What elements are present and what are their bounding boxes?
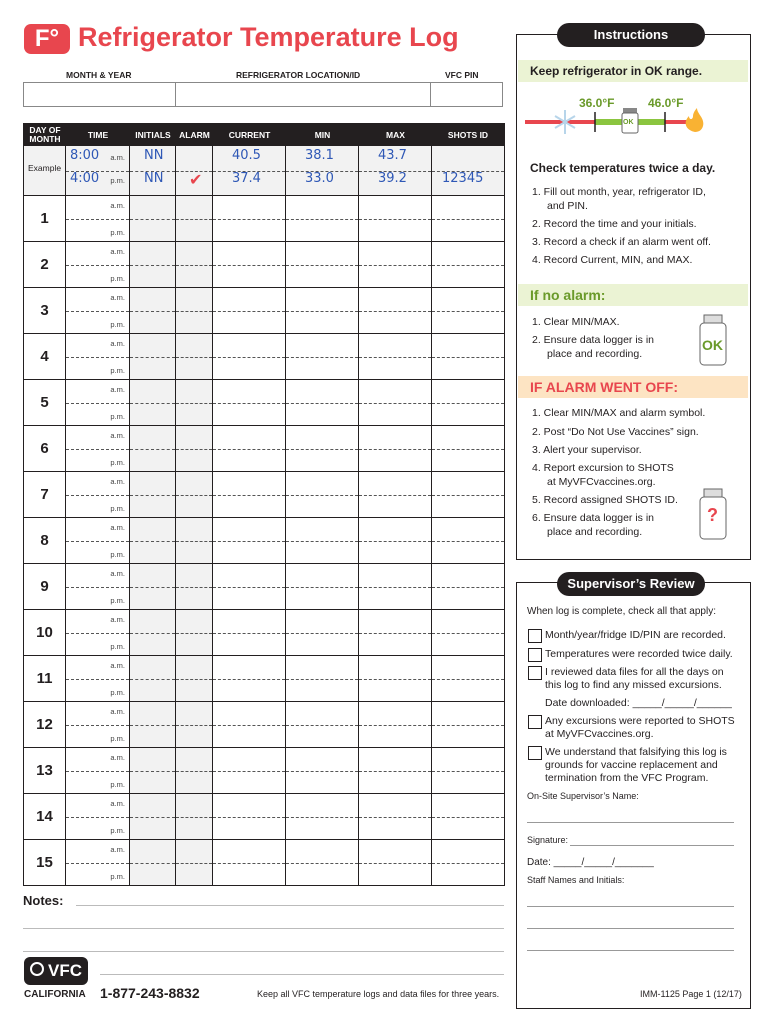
- ok-range-heading: Keep refrigerator in OK range.: [518, 60, 748, 82]
- pm-label: p.m.: [110, 458, 125, 467]
- pm-label: p.m.: [110, 734, 125, 743]
- alarm-step-4-cont: at MyVFCvaccines.org.: [547, 476, 656, 488]
- notes-line[interactable]: [23, 928, 504, 929]
- cell-current[interactable]: [213, 840, 286, 885]
- am-label: a.m.: [110, 799, 125, 808]
- day-number: 12: [24, 702, 66, 747]
- example-pm-label: p.m.: [110, 176, 125, 185]
- cell-max[interactable]: [359, 610, 432, 655]
- cell-initials[interactable]: [130, 518, 176, 563]
- signature-label: Signature:: [527, 835, 569, 845]
- location-label: REFRIGERATOR LOCATION/ID: [236, 70, 361, 80]
- example-am-label: a.m.: [110, 153, 125, 162]
- cell-initials[interactable]: [130, 794, 176, 839]
- pm-label: p.m.: [110, 872, 125, 881]
- day-number: 4: [24, 334, 66, 379]
- day-number: 3: [24, 288, 66, 333]
- month-year-field[interactable]: [24, 83, 176, 106]
- notes-label: Notes:: [23, 893, 64, 908]
- alarm-step-4: 4. Report excursion to SHOTS: [532, 462, 674, 474]
- step-1: 1. Fill out month, year, refrigerator ID,: [532, 186, 706, 198]
- col-min: MIN: [314, 129, 331, 140]
- cell-time[interactable]: [66, 196, 130, 241]
- am-label: a.m.: [110, 201, 125, 210]
- check-twice-heading: Check temperatures twice a day.: [530, 161, 716, 175]
- cell-shots-id[interactable]: [432, 334, 504, 379]
- instructions-title: Instructions: [557, 23, 705, 47]
- cell-current[interactable]: [213, 702, 286, 747]
- cell-time[interactable]: [66, 564, 130, 609]
- cell-alarm[interactable]: [176, 656, 213, 701]
- col-initials: INITIALS: [135, 129, 171, 140]
- day-number: 13: [24, 748, 66, 793]
- cell-current[interactable]: [213, 380, 286, 425]
- cell-shots-id[interactable]: [432, 242, 504, 287]
- cell-shots-id[interactable]: [432, 610, 504, 655]
- supervisor-intro: When log is complete, check all that apply:: [527, 606, 716, 617]
- cell-initials[interactable]: [130, 380, 176, 425]
- day-number: 8: [24, 518, 66, 563]
- supervisor-title: Supervisor’s Review: [557, 572, 705, 596]
- day-number: 14: [24, 794, 66, 839]
- cell-min[interactable]: [286, 840, 359, 885]
- onsite-supervisor-label: On-Site Supervisor’s Name:: [527, 791, 639, 801]
- vial-question-label: ?: [707, 505, 718, 525]
- example-am-min: 38.1: [305, 148, 334, 163]
- date-downloaded-label[interactable]: Date downloaded: _____/_____/______: [545, 697, 732, 709]
- table-row: [24, 379, 504, 425]
- fahrenheit-badge: F°: [24, 24, 70, 54]
- cell-shots-id[interactable]: [432, 748, 504, 793]
- cell-current[interactable]: [213, 610, 286, 655]
- am-label: a.m.: [110, 569, 125, 578]
- check-text: We understand that falsifying this log is: [545, 746, 727, 758]
- cell-time[interactable]: [66, 334, 130, 379]
- cell-initials[interactable]: [130, 656, 176, 701]
- alarm-step-3: 3. Alert your supervisor.: [532, 444, 642, 456]
- am-label: a.m.: [110, 339, 125, 348]
- vfc-logo-text: VFC: [48, 961, 82, 980]
- alarm-step-6: 6. Ensure data logger is in: [532, 512, 654, 524]
- example-pm-current: 37.4: [232, 171, 261, 186]
- example-pm-min: 33.0: [305, 171, 334, 186]
- footer-form-id: IMM-1125 Page 1 (12/17): [640, 989, 742, 999]
- cell-alarm[interactable]: [176, 334, 213, 379]
- cell-time[interactable]: [66, 380, 130, 425]
- cell-initials[interactable]: [130, 196, 176, 241]
- day-number: 2: [24, 242, 66, 287]
- cell-shots-id[interactable]: [432, 380, 504, 425]
- temperature-range-bar: [525, 106, 715, 136]
- am-label: a.m.: [110, 385, 125, 394]
- page-title: Refrigerator Temperature Log: [78, 22, 459, 52]
- cell-max[interactable]: [359, 794, 432, 839]
- cell-min[interactable]: [286, 380, 359, 425]
- cell-initials[interactable]: [130, 840, 176, 885]
- alarm-step-1: 1. Clear MIN/MAX and alarm symbol.: [532, 407, 706, 419]
- cell-max[interactable]: [359, 380, 432, 425]
- cell-alarm[interactable]: [176, 518, 213, 563]
- cell-alarm[interactable]: [176, 564, 213, 609]
- location-field[interactable]: [176, 83, 431, 106]
- cell-max[interactable]: [359, 840, 432, 885]
- checkbox-excursions[interactable]: [528, 715, 542, 729]
- cell-shots-id[interactable]: [432, 840, 504, 885]
- step-4: 4. Record Current, MIN, and MAX.: [532, 254, 693, 266]
- vfc-pin-field[interactable]: [431, 83, 502, 106]
- pm-label: p.m.: [110, 642, 125, 651]
- cell-current[interactable]: [213, 334, 286, 379]
- cell-shots-id[interactable]: [432, 196, 504, 241]
- cell-time[interactable]: [66, 426, 130, 471]
- example-pm-max: 39.2: [378, 171, 407, 186]
- day-number: 7: [24, 472, 66, 517]
- am-label: a.m.: [110, 615, 125, 624]
- table-row: [24, 747, 504, 793]
- staff-line[interactable]: [527, 906, 734, 907]
- cell-initials[interactable]: [130, 288, 176, 333]
- example-am-max: 43.7: [378, 148, 407, 163]
- low-temp-label: 36.0°F: [579, 96, 615, 110]
- example-am-time: 8:00: [70, 148, 100, 163]
- col-current: CURRENT: [228, 129, 271, 140]
- day-number: 6: [24, 426, 66, 471]
- check-text: at MyVFCvaccines.org.: [545, 728, 654, 740]
- cell-initials[interactable]: [130, 472, 176, 517]
- cell-alarm[interactable]: [176, 840, 213, 885]
- notes-line[interactable]: [23, 951, 504, 952]
- am-label: a.m.: [110, 753, 125, 762]
- cell-max[interactable]: [359, 196, 432, 241]
- cell-initials[interactable]: [130, 564, 176, 609]
- cell-max[interactable]: [359, 656, 432, 701]
- no-alarm-step-1: 1. Clear MIN/MAX.: [532, 316, 620, 328]
- staff-names-label: Staff Names and Initials:: [527, 875, 625, 885]
- cell-initials[interactable]: [130, 748, 176, 793]
- ok-tag: OK: [623, 119, 634, 126]
- supervisor-name-line[interactable]: [527, 822, 734, 823]
- table-row: [24, 563, 504, 609]
- cell-current[interactable]: [213, 518, 286, 563]
- alarm-step-6-cont: place and recording.: [547, 526, 643, 538]
- cell-initials[interactable]: [130, 242, 176, 287]
- table-row: [24, 195, 504, 241]
- cell-min[interactable]: [286, 242, 359, 287]
- cell-max[interactable]: [359, 702, 432, 747]
- table-row: [24, 609, 504, 655]
- example-am-current: 40.5: [232, 148, 261, 163]
- no-alarm-step-2: 2. Ensure data logger is in: [532, 334, 654, 346]
- cell-min[interactable]: [286, 656, 359, 701]
- table-row: [24, 793, 504, 839]
- cell-shots-id[interactable]: [432, 518, 504, 563]
- day-number: 10: [24, 610, 66, 655]
- day-rows: [24, 195, 504, 885]
- col-max: MAX: [386, 129, 405, 140]
- am-label: a.m.: [110, 431, 125, 440]
- cell-alarm[interactable]: [176, 196, 213, 241]
- am-label: a.m.: [110, 661, 125, 670]
- example-pm-time: 4:00: [70, 171, 100, 186]
- pm-label: p.m.: [110, 688, 125, 697]
- month-year-label: MONTH & YEAR: [66, 70, 132, 80]
- cell-alarm[interactable]: [176, 472, 213, 517]
- vial-ok-label: OK: [702, 337, 723, 353]
- cell-max[interactable]: [359, 564, 432, 609]
- cell-shots-id[interactable]: [432, 288, 504, 333]
- footer-state: CALIFORNIA: [24, 989, 86, 1000]
- day-number: 11: [24, 656, 66, 701]
- check-text: grounds for vaccine replacement and: [545, 759, 718, 771]
- sun-icon: [30, 962, 44, 976]
- cell-min[interactable]: [286, 610, 359, 655]
- cell-alarm[interactable]: [176, 702, 213, 747]
- check-text: Any excursions were reported to SHOTS: [545, 715, 735, 727]
- table-row: [24, 425, 504, 471]
- checkbox-reviewed[interactable]: [528, 666, 542, 680]
- cell-shots-id[interactable]: [432, 702, 504, 747]
- checkbox-twice-daily[interactable]: [528, 648, 542, 662]
- pm-label: p.m.: [110, 504, 125, 513]
- header-fields: [23, 82, 503, 107]
- pm-label: p.m.: [110, 228, 125, 237]
- cell-initials[interactable]: [130, 702, 176, 747]
- day-number: 5: [24, 380, 66, 425]
- check-text: this log to find any missed excursions.: [545, 679, 722, 691]
- footer-phone: 1-877-243-8832: [100, 985, 200, 1001]
- cell-time[interactable]: [66, 288, 130, 333]
- day-number: 1: [24, 196, 66, 241]
- step-3: 3. Record a check if an alarm went off.: [532, 236, 711, 248]
- table-row: [24, 287, 504, 333]
- cell-time[interactable]: [66, 656, 130, 701]
- supervisor-date-field[interactable]: Date: _____/_____/_______: [527, 857, 654, 868]
- cell-min[interactable]: [286, 564, 359, 609]
- table-row: [24, 241, 504, 287]
- cell-shots-id[interactable]: [432, 656, 504, 701]
- cell-alarm[interactable]: [176, 242, 213, 287]
- cell-current[interactable]: [213, 196, 286, 241]
- notes-line[interactable]: [76, 905, 504, 906]
- alarm-step-2: 2. Post “Do Not Use Vaccines” sign.: [532, 426, 699, 438]
- am-label: a.m.: [110, 845, 125, 854]
- pm-label: p.m.: [110, 274, 125, 283]
- cell-time[interactable]: [66, 702, 130, 747]
- cell-initials[interactable]: [130, 334, 176, 379]
- cell-shots-id[interactable]: [432, 426, 504, 471]
- cell-current[interactable]: [213, 426, 286, 471]
- cell-min[interactable]: [286, 288, 359, 333]
- cell-min[interactable]: [286, 472, 359, 517]
- cell-current[interactable]: [213, 748, 286, 793]
- high-temp-label: 46.0°F: [648, 96, 684, 110]
- staff-line[interactable]: [527, 950, 734, 951]
- signature-line[interactable]: [570, 845, 734, 846]
- no-alarm-heading: If no alarm:: [518, 284, 748, 306]
- cell-time[interactable]: [66, 748, 130, 793]
- footer-retention-note: Keep all VFC temperature logs and data files for three years.: [257, 989, 500, 999]
- cell-time[interactable]: [66, 610, 130, 655]
- cell-max[interactable]: [359, 748, 432, 793]
- cell-alarm[interactable]: [176, 426, 213, 471]
- am-label: a.m.: [110, 293, 125, 302]
- cell-min[interactable]: [286, 518, 359, 563]
- alarm-heading: IF ALARM WENT OFF:: [518, 376, 748, 398]
- cell-min[interactable]: [286, 334, 359, 379]
- table-row: [24, 655, 504, 701]
- checkbox-recorded[interactable]: [528, 629, 542, 643]
- no-alarm-step-2-cont: place and recording.: [547, 348, 643, 360]
- cell-min[interactable]: [286, 702, 359, 747]
- pm-label: p.m.: [110, 320, 125, 329]
- cell-min[interactable]: [286, 748, 359, 793]
- example-alarm-check-icon: ✔: [189, 170, 203, 189]
- pm-label: p.m.: [110, 366, 125, 375]
- am-label: a.m.: [110, 523, 125, 532]
- cell-max[interactable]: [359, 242, 432, 287]
- cell-time[interactable]: [66, 242, 130, 287]
- step-1-cont: and PIN.: [547, 200, 588, 212]
- cell-time[interactable]: [66, 840, 130, 885]
- cell-current[interactable]: [213, 472, 286, 517]
- table-row: [24, 517, 504, 563]
- cell-current[interactable]: [213, 288, 286, 333]
- col-time: TIME: [87, 129, 109, 140]
- checkbox-falsifying[interactable]: [528, 746, 542, 760]
- table-row: [24, 701, 504, 747]
- check-text: termination from the VFC Program.: [545, 772, 709, 784]
- cell-current[interactable]: [213, 656, 286, 701]
- col-day: DAY OF MONTH: [29, 125, 61, 144]
- temperature-log-table: [23, 123, 505, 886]
- table-row: [24, 333, 504, 379]
- cell-max[interactable]: [359, 472, 432, 517]
- am-label: a.m.: [110, 707, 125, 716]
- col-alarm: ALARM: [179, 129, 210, 140]
- cell-max[interactable]: [359, 334, 432, 379]
- step-2: 2. Record the time and your initials.: [532, 218, 697, 230]
- cell-alarm[interactable]: [176, 748, 213, 793]
- vfc-logo: [24, 957, 88, 985]
- pm-label: p.m.: [110, 826, 125, 835]
- example-row: [24, 146, 504, 195]
- cell-min[interactable]: [286, 426, 359, 471]
- alarm-step-5: 5. Record assigned SHOTS ID.: [532, 494, 678, 506]
- day-number: 15: [24, 840, 66, 885]
- table-header: [24, 124, 504, 146]
- check-text: Temperatures were recorded twice daily.: [545, 648, 733, 660]
- col-shots-id: SHOTS ID: [447, 129, 489, 140]
- cell-current[interactable]: [213, 794, 286, 839]
- cell-min[interactable]: [286, 794, 359, 839]
- example-am-initials: NN: [144, 148, 164, 163]
- vfc-pin-label: VFC PIN: [445, 70, 479, 80]
- cell-max[interactable]: [359, 426, 432, 471]
- example-pm-shots-id: 12345: [442, 171, 484, 186]
- cell-current[interactable]: [213, 242, 286, 287]
- cell-alarm[interactable]: [176, 794, 213, 839]
- table-row: [24, 839, 504, 885]
- table-row: [24, 471, 504, 517]
- cell-initials[interactable]: [130, 610, 176, 655]
- cell-min[interactable]: [286, 196, 359, 241]
- cell-max[interactable]: [359, 518, 432, 563]
- cell-time[interactable]: [66, 794, 130, 839]
- staff-line[interactable]: [527, 928, 734, 929]
- cell-shots-id[interactable]: [432, 564, 504, 609]
- pm-label: p.m.: [110, 412, 125, 421]
- am-label: a.m.: [110, 247, 125, 256]
- notes-line[interactable]: [100, 974, 504, 975]
- cell-max[interactable]: [359, 288, 432, 333]
- cell-alarm[interactable]: [176, 380, 213, 425]
- cell-time[interactable]: [66, 472, 130, 517]
- cell-initials[interactable]: [130, 426, 176, 471]
- cell-current[interactable]: [213, 564, 286, 609]
- cell-shots-id[interactable]: [432, 472, 504, 517]
- pm-label: p.m.: [110, 780, 125, 789]
- example-label: Example: [28, 163, 62, 173]
- check-text: Month/year/fridge ID/PIN are recorded.: [545, 629, 726, 641]
- pm-label: p.m.: [110, 550, 125, 559]
- example-pm-initials: NN: [144, 171, 164, 186]
- pm-label: p.m.: [110, 596, 125, 605]
- am-label: a.m.: [110, 477, 125, 486]
- cell-alarm[interactable]: [176, 288, 213, 333]
- flame-icon: [686, 108, 704, 132]
- check-text: I reviewed data files for all the days on: [545, 666, 724, 678]
- cell-shots-id[interactable]: [432, 794, 504, 839]
- day-number: 9: [24, 564, 66, 609]
- cell-alarm[interactable]: [176, 610, 213, 655]
- cell-time[interactable]: [66, 518, 130, 563]
